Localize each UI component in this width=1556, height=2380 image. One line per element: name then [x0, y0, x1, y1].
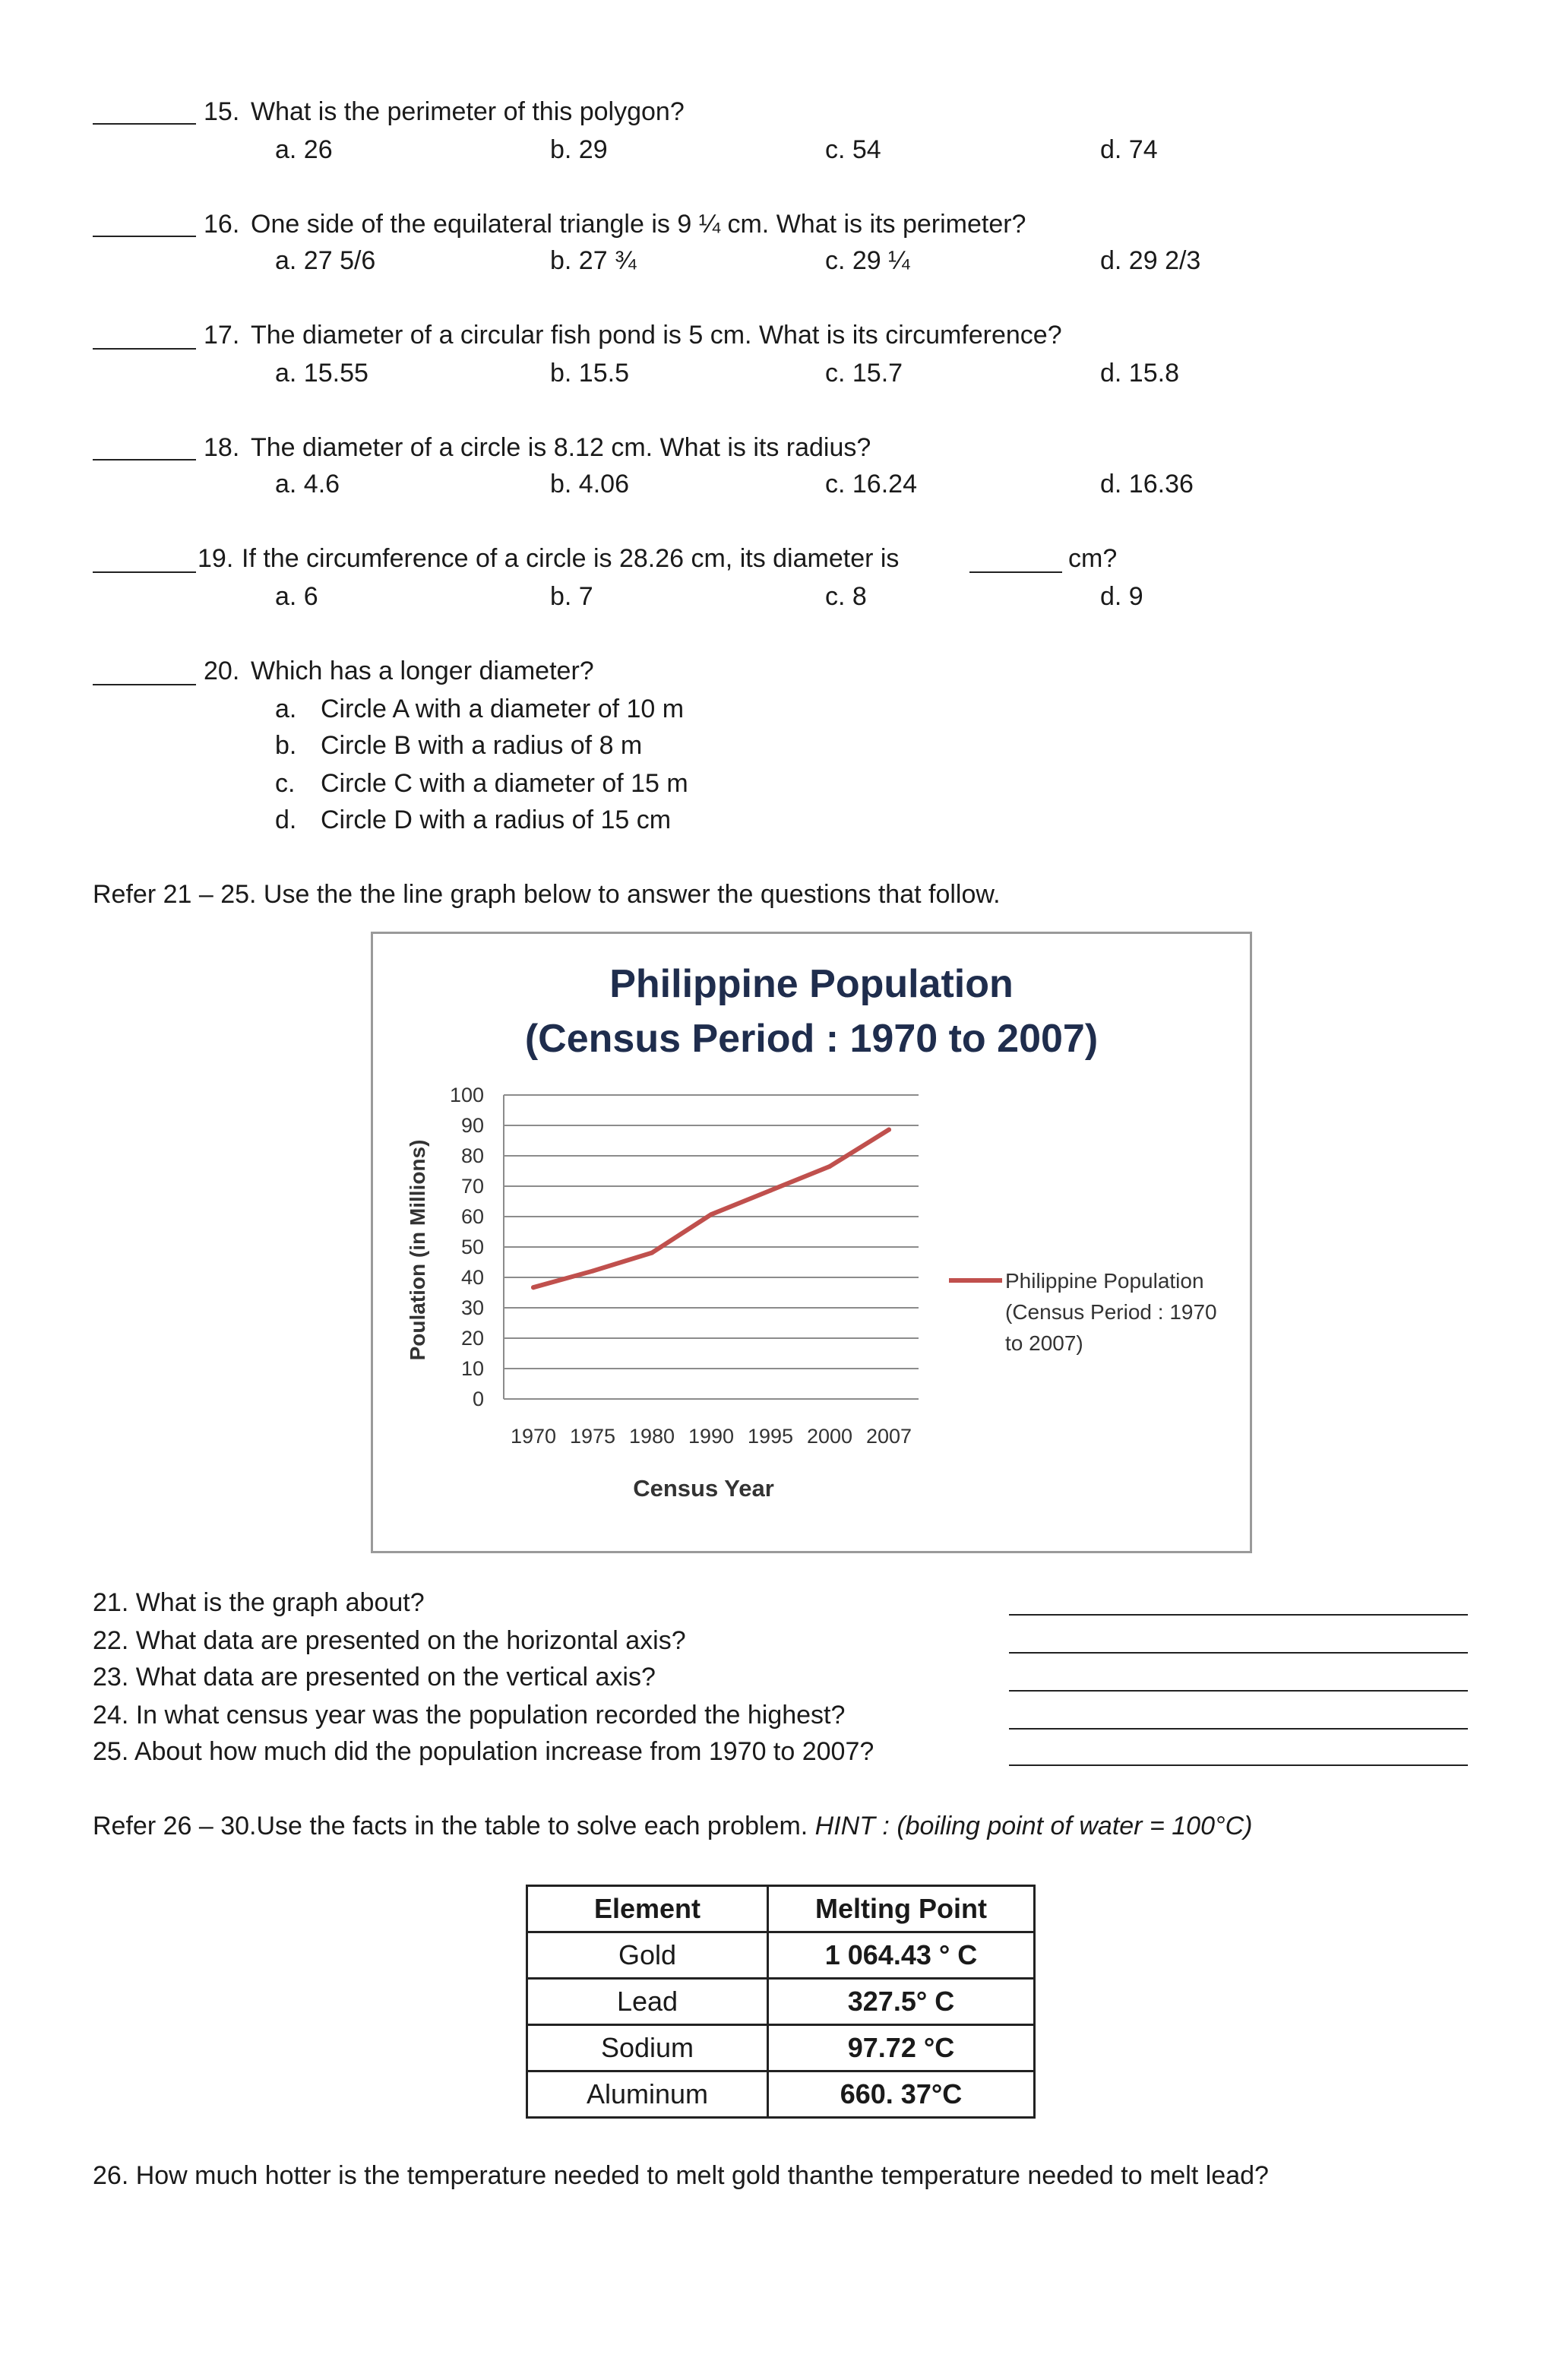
data-point [827, 1164, 832, 1169]
option-letter: d. [275, 805, 297, 834]
question-number: 17. [204, 321, 240, 350]
question-number: 16. [204, 210, 240, 239]
x-tick-label: 1980 [628, 1425, 675, 1448]
answer-line-22[interactable] [1009, 1652, 1468, 1654]
choice-d: d. 29 2/3 [1100, 246, 1201, 275]
question-26: 26. How much hotter is the temperature needed to melt gold thanthe temperature needed to melt lead? [93, 2161, 1269, 2190]
chart-title: Philippine Population [609, 962, 1014, 1006]
question-23: 23. What data are presented on the vertical axis? [93, 1663, 656, 1692]
choice-c: c. 8 [825, 582, 867, 611]
chart-plot [373, 934, 1250, 1551]
x-tick-label: 2007 [865, 1425, 912, 1448]
population-line-chart [371, 932, 1252, 1553]
header-melting-point: Melting Point [768, 1886, 1035, 1932]
option-text: Circle B with a radius of 8 m [321, 731, 643, 760]
x-tick-label: 1970 [510, 1425, 557, 1448]
question-number: 15. [204, 97, 240, 126]
header-element: Element [527, 1886, 768, 1932]
question-text: Which has a longer diameter? [251, 657, 594, 685]
choice-a: a. 15.55 [275, 359, 368, 388]
choice-d: d. 16.36 [1100, 470, 1194, 498]
x-tick-label: 2000 [806, 1425, 853, 1448]
choice-b: b. 4.06 [550, 470, 629, 498]
y-tick-label: 70 [460, 1175, 484, 1198]
choice-c: c. 16.24 [825, 470, 917, 498]
melting-point-cell: 1 064.43 ° C [768, 1932, 1035, 1979]
option-letter: b. [275, 731, 297, 760]
option-letter: c. [275, 769, 296, 798]
question-25: 25. About how much did the population increase from 1970 to 2007? [93, 1737, 874, 1766]
y-tick-label: 0 [472, 1388, 484, 1410]
y-axis-label: Poulation (in Millions) [406, 1139, 429, 1361]
x-tick-label: 1975 [569, 1425, 616, 1448]
answer-blank[interactable] [93, 123, 196, 125]
x-tick-label: 1990 [688, 1425, 735, 1448]
refer-graph-instruction: Refer 21 – 25. Use the the line graph below to answer the questions that follow. [93, 880, 1001, 909]
choice-b: b. 29 [550, 135, 608, 164]
legend-label: to 2007) [1005, 1331, 1083, 1355]
question-text: One side of the equilateral triangle is 9 ¼ cm. What is its perimeter? [251, 210, 1026, 239]
table-header-row [527, 1886, 1035, 1932]
question-text: The diameter of a circular fish pond is 5 cm. What is its circumference? [251, 321, 1062, 350]
melting-point-cell: 327.5° C [768, 1979, 1035, 2025]
data-point [531, 1285, 536, 1290]
choice-b: b. 7 [550, 582, 593, 611]
question-number: 18. [204, 433, 240, 462]
data-point [650, 1251, 654, 1255]
melting-point-cell: 660. 37°C [768, 2071, 1035, 2118]
answer-line-23[interactable] [1009, 1690, 1468, 1692]
x-axis-label: Census Year [633, 1475, 774, 1502]
option-text: Circle A with a diameter of 10 m [321, 695, 685, 723]
choice-b: b. 15.5 [550, 359, 629, 388]
choice-a: a. 4.6 [275, 470, 340, 498]
y-tick-label: 100 [449, 1084, 484, 1106]
x-tick-label: 1995 [747, 1425, 794, 1448]
data-point [887, 1128, 891, 1132]
element-cell: Lead [527, 1979, 768, 2025]
answer-line-24[interactable] [1009, 1728, 1468, 1730]
choice-b: b. 27 ¾ [550, 246, 637, 275]
answer-blank[interactable] [93, 571, 196, 573]
melting-point-table [526, 1885, 1036, 2119]
answer-blank[interactable] [93, 459, 196, 460]
choice-d: d. 15.8 [1100, 359, 1179, 388]
y-tick-label: 20 [460, 1327, 484, 1350]
choice-c: c. 15.7 [825, 359, 903, 388]
answer-line-25[interactable] [1009, 1764, 1468, 1766]
choice-d: d. 9 [1100, 582, 1143, 611]
question-suffix: cm? [1068, 544, 1118, 573]
y-tick-label: 50 [460, 1236, 484, 1258]
data-point [590, 1269, 595, 1274]
element-cell: Sodium [527, 2025, 768, 2071]
question-number: 20. [204, 657, 240, 685]
y-tick-label: 90 [460, 1114, 484, 1137]
table-row [527, 2071, 1035, 2118]
data-point [709, 1212, 713, 1217]
choice-d: d. 74 [1100, 135, 1158, 164]
data-point [768, 1188, 773, 1193]
melting-point-cell: 97.72 °C [768, 2025, 1035, 2071]
choice-c: c. 29 ¼ [825, 246, 910, 275]
option-text: Circle C with a diameter of 15 m [321, 769, 688, 798]
answer-blank[interactable] [93, 684, 196, 685]
table-row [527, 1932, 1035, 1979]
refer-table-text: Refer 26 – 30.Use the facts in the table to solve each problem. [93, 1812, 815, 1840]
answer-line-21[interactable] [1009, 1614, 1468, 1616]
y-tick-label: 60 [460, 1205, 484, 1228]
refer-table-hint: HINT : (boiling point of water = 100°C) [814, 1812, 1253, 1840]
choice-c: c. 54 [825, 135, 881, 164]
table-row [527, 1979, 1035, 2025]
choice-a: a. 26 [275, 135, 333, 164]
question-22: 22. What data are presented on the horizontal axis? [93, 1626, 686, 1655]
chart-subtitle: (Census Period : 1970 to 2007) [524, 1017, 1099, 1061]
question-number: 19. [198, 544, 234, 573]
question-text: What is the perimeter of this polygon? [251, 97, 685, 126]
legend-label: Philippine Population [1005, 1269, 1204, 1293]
legend-label: (Census Period : 1970 [1005, 1300, 1217, 1324]
answer-blank[interactable] [93, 236, 196, 237]
question-text: The diameter of a circle is 8.12 cm. What is its radius? [251, 433, 871, 462]
question-21: 21. What is the graph about? [93, 1588, 425, 1617]
element-cell: Aluminum [527, 2071, 768, 2118]
y-tick-label: 80 [460, 1144, 484, 1167]
option-text: Circle D with a radius of 15 cm [321, 805, 672, 834]
series-line [533, 1130, 889, 1288]
y-tick-label: 40 [460, 1266, 484, 1289]
answer-blank[interactable] [93, 348, 196, 350]
choice-a: a. 6 [275, 582, 318, 611]
y-tick-label: 10 [460, 1357, 484, 1380]
question-text: If the circumference of a circle is 28.26 cm, its diameter is [242, 544, 900, 573]
option-letter: a. [275, 695, 297, 723]
element-cell: Gold [527, 1932, 768, 1979]
y-tick-label: 30 [460, 1296, 484, 1319]
table-row [527, 2025, 1035, 2071]
question-24: 24. In what census year was the population recorded the highest? [93, 1701, 846, 1730]
inline-answer-blank[interactable] [969, 571, 1062, 573]
choice-a: a. 27 5/6 [275, 246, 376, 275]
refer-table-instruction [93, 1813, 1252, 1839]
